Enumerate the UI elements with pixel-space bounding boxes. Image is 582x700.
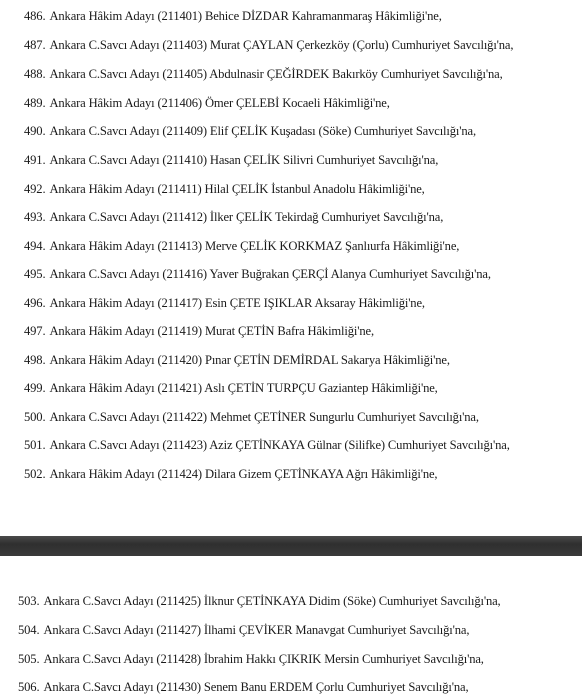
entry-number: 497. xyxy=(24,324,46,338)
entry-number: 504. xyxy=(18,623,40,637)
entry-text: Ankara Hâkim Adayı (211419) Murat ÇETİN Bafra Hâkimliği'ne, xyxy=(49,324,374,338)
list-item xyxy=(24,150,572,170)
list-item xyxy=(24,6,572,26)
entry-number: 496. xyxy=(24,296,46,310)
list-item xyxy=(24,236,572,256)
list-item xyxy=(24,350,572,370)
entry-text: Ankara Hâkim Adayı (211417) Esin ÇETE IŞIKLAR Aksaray Hâkimliği'ne, xyxy=(49,296,425,310)
page-separator xyxy=(0,536,582,556)
list-item xyxy=(24,464,572,484)
entry-text: Ankara C.Savcı Adayı (211412) İlker ÇELİK Tekirdağ Cumhuriyet Savcılığı'na, xyxy=(49,210,444,224)
entry-number: 501. xyxy=(24,438,46,452)
entry-number: 493. xyxy=(24,210,46,224)
entry-number: 491. xyxy=(24,153,46,167)
entry-number: 489. xyxy=(24,96,46,110)
list-item xyxy=(24,407,572,427)
entry-text: Ankara C.Savcı Adayı (211425) İlknur ÇETİNKAYA Didim (Söke) Cumhuriyet Savcılığı'na, xyxy=(43,594,501,608)
entry-number: 499. xyxy=(24,381,46,395)
entry-text: Ankara Hâkim Adayı (211401) Behice DİZDAR Kahramanmaraş Hâkimliği'ne, xyxy=(49,9,442,23)
entry-text: Ankara Hâkim Adayı (211413) Merve ÇELİK KORKMAZ Şanlıurfa Hâkimliği'ne, xyxy=(49,239,460,253)
entry-number: 488. xyxy=(24,67,46,81)
list-item xyxy=(24,293,572,313)
list-item xyxy=(24,35,572,55)
entry-number: 494. xyxy=(24,239,46,253)
list-item xyxy=(24,378,572,398)
list-item xyxy=(18,649,572,669)
list-item xyxy=(18,620,572,640)
list-item xyxy=(24,179,572,199)
entry-number: 498. xyxy=(24,353,46,367)
document-page-bottom xyxy=(0,556,582,700)
list-item xyxy=(18,677,572,697)
entry-number: 490. xyxy=(24,124,46,138)
list-item xyxy=(24,93,572,113)
list-item xyxy=(24,435,572,455)
entry-text: Ankara Hâkim Adayı (211406) Ömer ÇELEBİ Kocaeli Hâkimliği'ne, xyxy=(49,96,390,110)
entry-number: 486. xyxy=(24,9,46,23)
entry-number: 492. xyxy=(24,182,46,196)
entry-text: Ankara C.Savcı Adayı (211410) Hasan ÇELİK Silivri Cumhuriyet Savcılığı'na, xyxy=(49,153,439,167)
entry-text: Ankara C.Savcı Adayı (211428) İbrahim Hakkı ÇIKRIK Mersin Cumhuriyet Savcılığı'na, xyxy=(43,652,484,666)
entry-text: Ankara C.Savcı Adayı (211423) Aziz ÇETİNKAYA Gülnar (Silifke) Cumhuriyet Savcılığı'na, xyxy=(49,438,510,452)
list-item xyxy=(24,121,572,141)
entry-number: 500. xyxy=(24,410,46,424)
entry-text: Ankara Hâkim Adayı (211424) Dilara Gizem ÇETİNKAYA Ağrı Hâkimliği'ne, xyxy=(49,467,438,481)
entry-text: Ankara C.Savcı Adayı (211405) Abdulnasir ÇEĞİRDEK Bakırköy Cumhuriyet Savcılığı'na, xyxy=(49,67,503,81)
entry-text: Ankara C.Savcı Adayı (211427) İlhami ÇEVİKER Manavgat Cumhuriyet Savcılığı'na, xyxy=(43,623,470,637)
entry-number: 502. xyxy=(24,467,46,481)
list-item xyxy=(24,207,572,227)
entry-number: 503. xyxy=(18,594,40,608)
list-item xyxy=(24,321,572,341)
list-item xyxy=(18,591,572,611)
list-item xyxy=(24,264,572,284)
list-item xyxy=(24,64,572,84)
entry-text: Ankara C.Savcı Adayı (211416) Yaver Buğrakan ÇERÇİ Alanya Cumhuriyet Savcılığı'na, xyxy=(49,267,491,281)
entry-number: 487. xyxy=(24,38,46,52)
entry-text: Ankara C.Savcı Adayı (211422) Mehmet ÇETİNER Sungurlu Cumhuriyet Savcılığı'na, xyxy=(49,410,479,424)
entry-number: 506. xyxy=(18,680,40,694)
entry-text: Ankara Hâkim Adayı (211421) Aslı ÇETİN TURPÇU Gaziantep Hâkimliği'ne, xyxy=(49,381,438,395)
entry-number: 495. xyxy=(24,267,46,281)
entry-text: Ankara C.Savcı Adayı (211430) Senem Banu ERDEM Çorlu Cumhuriyet Savcılığı'na, xyxy=(43,680,469,694)
entry-text: Ankara C.Savcı Adayı (211409) Elif ÇELİK Kuşadası (Söke) Cumhuriyet Savcılığı'na, xyxy=(49,124,476,138)
entry-text: Ankara C.Savcı Adayı (211403) Murat ÇAYLAN Çerkezköy (Çorlu) Cumhuriyet Savcılığı'na, xyxy=(49,38,514,52)
entry-text: Ankara Hâkim Adayı (211420) Pınar ÇETİN DEMİRDAL Sakarya Hâkimliği'ne, xyxy=(49,353,450,367)
entry-number: 505. xyxy=(18,652,40,666)
entry-text: Ankara Hâkim Adayı (211411) Hilal ÇELİK İstanbul Anadolu Hâkimliği'ne, xyxy=(49,182,425,196)
